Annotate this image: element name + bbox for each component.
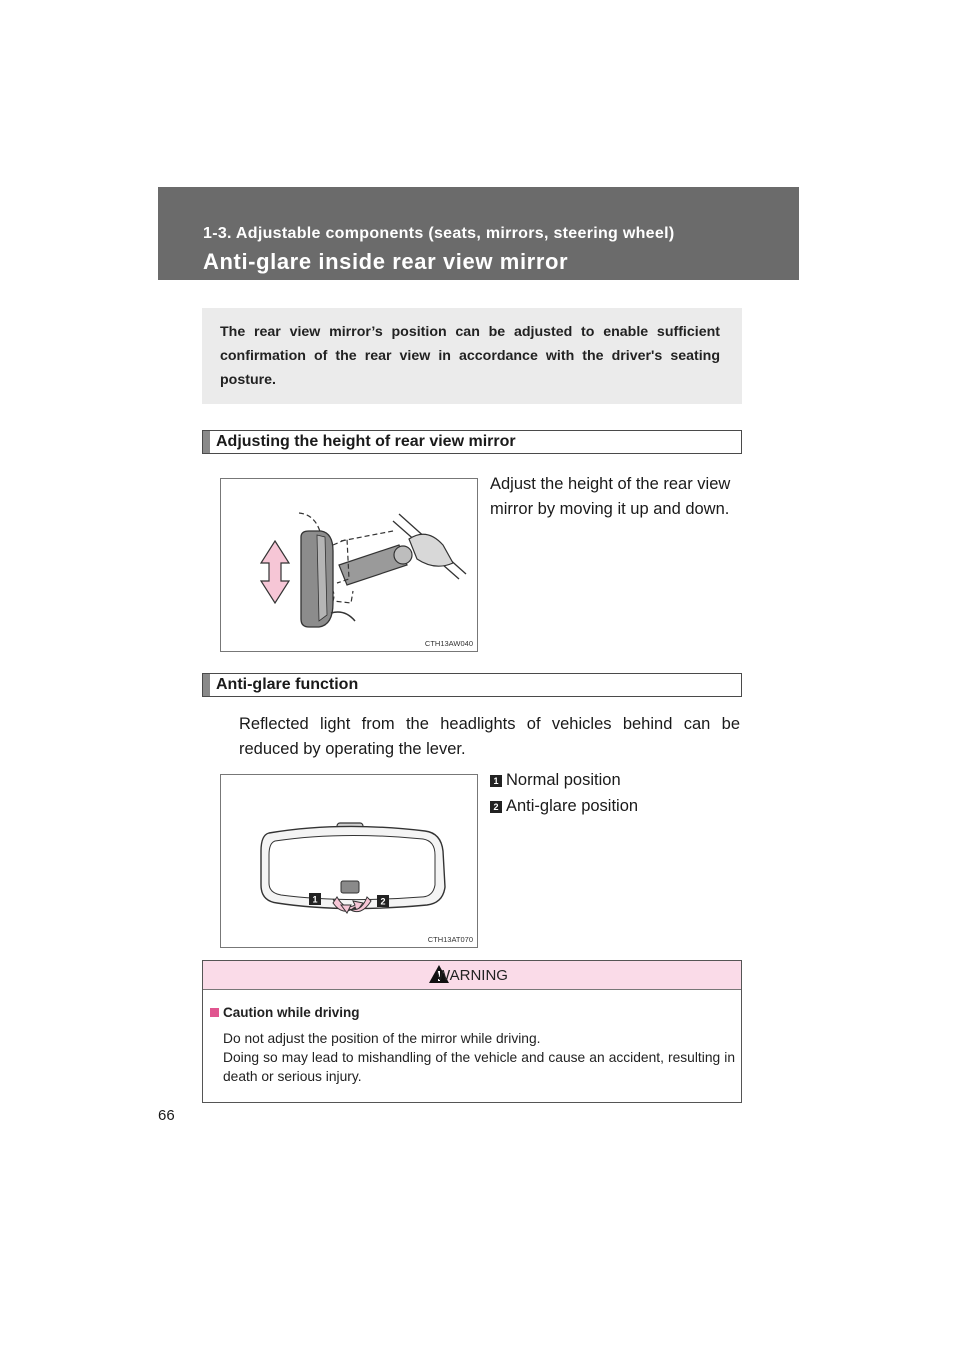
legend-normal-position [490,771,621,790]
adjust-height-line2: mirror by moving it up and down. [490,500,730,518]
figure-label-1: 1 [312,894,318,905]
intro-box [202,308,742,404]
legend-label: Anti-glare position [506,797,639,815]
figure-code: CTH13AW040 [424,639,473,648]
subheading-text: Anti-glare function [216,676,359,693]
badge-2-icon: 2 [490,801,502,813]
warning-box [202,960,742,1103]
legend-label: Normal position [506,771,621,789]
anti-glare-line2: reduced by operating the lever. [239,740,466,758]
anti-glare-text [239,712,740,762]
subheading-text: Adjusting the height of rear view mirror [216,433,516,450]
warning-line2: Doing so may lead to mishandling of the vehicle and cause an accident, resulting in death or serious injury. [223,1050,735,1084]
page-number: 66 [158,1107,175,1124]
adjust-height-line1: Adjust the height of the rear view [490,475,731,493]
intro-text: The rear view mirror’s position can be adjusted to enable sufficient confirmation of the rear view in accordance with the driver's seating posture. [220,324,720,388]
subheading-anti-glare [202,673,742,697]
page-header [158,187,799,280]
warning-line1: Do not adjust the position of the mirror while driving. [223,1031,541,1046]
rear-mirror-illustration [221,775,477,947]
warning-heading-text: Caution while driving [223,1005,360,1020]
section-label: 1-3. Adjustable components (seats, mirrors, steering wheel) [203,225,675,242]
warning-body [223,1029,735,1086]
bullet-square-icon [210,1008,219,1017]
warning-label: WARNING [436,967,508,984]
subheading-bar [203,431,210,453]
anti-glare-line1: Reflected light from the headlights of vehicles behind can be [239,715,740,733]
adjust-height-text [490,472,730,522]
legend-anti-glare-position [490,797,638,816]
anti-glare-figure [220,774,478,948]
subheading-adjust-height [202,430,742,454]
subheading-bar [203,674,210,696]
mirror-height-figure [220,478,478,652]
badge-1-icon: 1 [490,775,502,787]
figure-code: CTH13AT070 [427,935,473,944]
warning-heading [210,1005,360,1020]
figure-label-2: 2 [380,896,386,907]
page-title: Anti-glare inside rear view mirror [203,249,569,274]
mirror-height-illustration [221,479,477,651]
warning-bar [203,961,741,990]
